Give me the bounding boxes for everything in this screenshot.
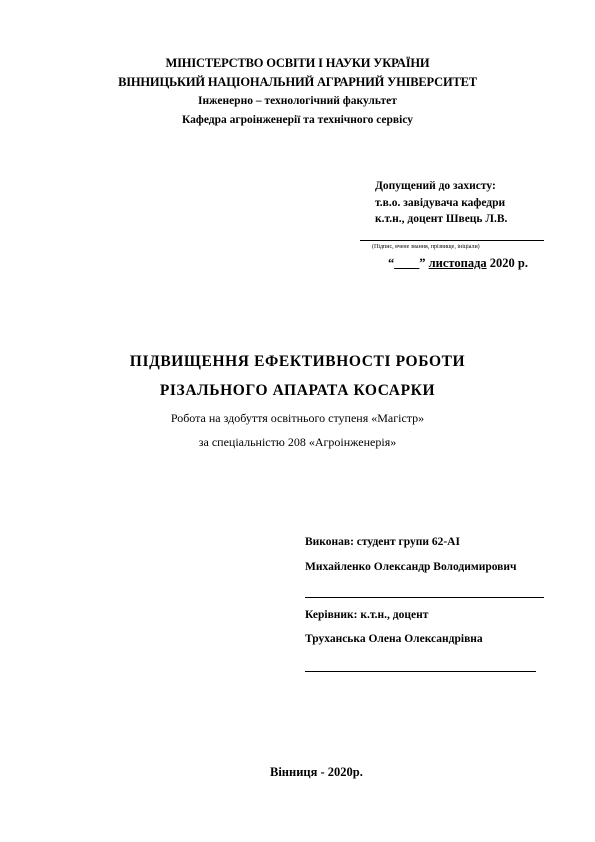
department-title: Кафедра агроінженерії та технічного сервісу	[181, 114, 414, 126]
date-day-blank: ____	[394, 256, 420, 270]
signature-line	[360, 240, 544, 241]
approval-date	[388, 256, 528, 271]
executor-signature-line	[305, 597, 544, 598]
approval-admitted: Допущений до захисту:	[375, 180, 496, 192]
signature-caption: (Підпис, вчене звання, прізвище, ініціали)	[372, 244, 480, 250]
supervisor-label: Керівник: к.т.н., доцент	[305, 609, 429, 621]
thesis-title-line2: РІЗАЛЬНОГО АПАРАТА КОСАРКИ	[159, 382, 436, 399]
executor-label: Виконав: студент групи 62-АІ	[305, 536, 460, 548]
approval-position: т.в.о. завідувача кафедри	[375, 197, 506, 209]
date-open-quote: “	[388, 256, 395, 270]
specialty-text: за спеціальністю 208 «Агроінженерія»	[198, 435, 397, 449]
city-year: Вінниця - 2020р.	[270, 765, 363, 779]
faculty-title: Інженерно – технологічний факультет	[198, 95, 397, 107]
date-year: 2020 р.	[486, 256, 528, 270]
university-title: ВІННИЦЬКИЙ НАЦІОНАЛЬНИЙ АГРАРНИЙ УНІВЕРСИТЕТ	[118, 75, 477, 89]
degree-text: Робота на здобуття освітнього ступеня «Магістр»	[170, 411, 425, 425]
executor-name: Михайленко Олександр Володимирович	[305, 561, 517, 573]
date-close-quote: ”	[419, 256, 426, 270]
date-month: листопада	[428, 256, 487, 270]
thesis-title-line1: ПІДВИЩЕННЯ ЕФЕКТИВНОСТІ РОБОТИ	[129, 353, 466, 370]
ministry-title: МІНІСТЕРСТВО ОСВІТИ І НАУКИ УКРАЇНИ	[165, 56, 430, 70]
supervisor-name: Труханська Олена Олександрівна	[305, 633, 483, 645]
supervisor-signature-line	[305, 671, 536, 672]
approval-head-name: к.т.н., доцент Швець Л.В.	[375, 213, 508, 225]
